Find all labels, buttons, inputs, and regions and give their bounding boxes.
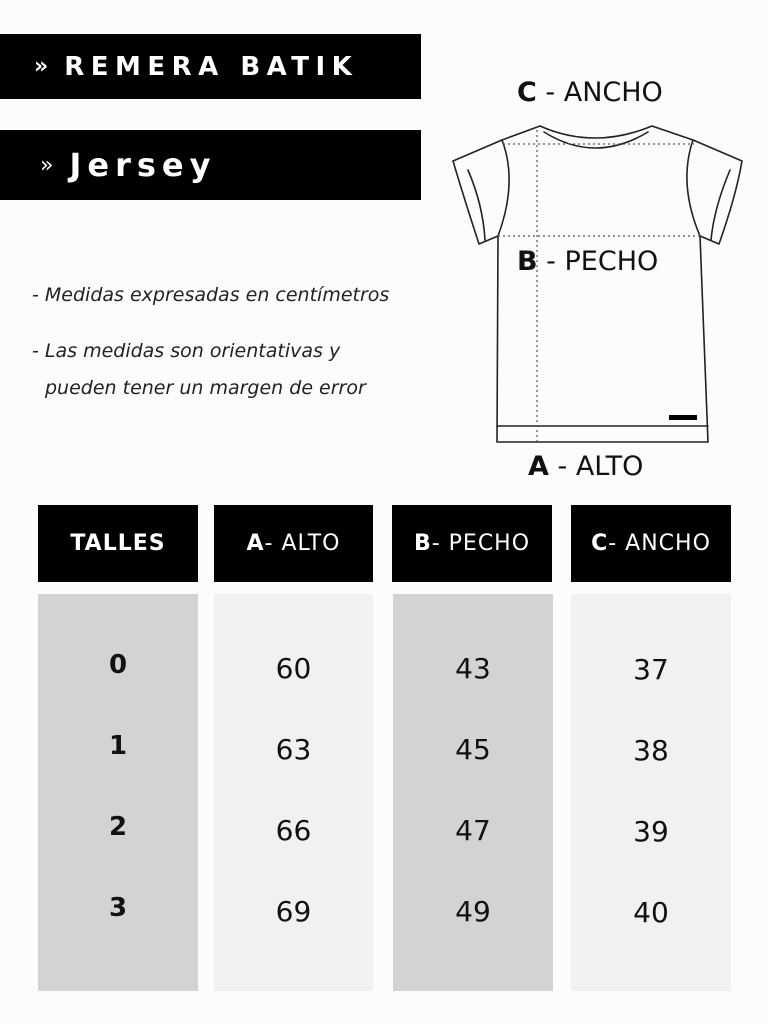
pecho-cell: 47: [455, 814, 491, 847]
header-pecho: B - PECHO: [392, 505, 552, 582]
ancho-cell: 38: [633, 734, 669, 767]
measurement-diagram: [440, 70, 768, 490]
tshirt-outline-icon: [440, 70, 768, 490]
note-margin: pueden tener un margen de error: [45, 377, 366, 399]
alto-cell: 69: [275, 895, 312, 928]
header-alto: A - ALTO: [214, 505, 373, 582]
title-banner: [0, 34, 421, 99]
note-units: - Medidas expresadas en centímetros: [32, 284, 390, 306]
column-talles: [38, 594, 198, 991]
pecho-cell: 49: [455, 895, 491, 928]
pecho-cell: 45: [455, 733, 491, 766]
size-cell: 2: [108, 812, 128, 842]
size-cell: 1: [108, 731, 128, 761]
column-ancho: [571, 594, 731, 991]
ancho-cell: 37: [633, 653, 669, 686]
subtitle-chevron: »: [40, 152, 54, 178]
pecho-cell: 43: [455, 652, 491, 685]
header-ancho: C - ANCHO: [571, 505, 731, 582]
alto-cell: 60: [275, 652, 312, 685]
column-alto: [214, 594, 373, 991]
alto-cell: 63: [275, 733, 312, 766]
fabric-title: Jersey: [69, 146, 217, 184]
note-orientative: - Las medidas son orientativas y: [32, 340, 341, 362]
ancho-cell: 40: [633, 896, 669, 929]
size-cell: 3: [108, 893, 128, 923]
size-cell: 0: [108, 650, 128, 680]
label-c-ancho: C - ANCHO: [517, 77, 663, 108]
ancho-cell: 39: [633, 815, 669, 848]
header-talles: TALLES: [38, 505, 198, 582]
product-title: REMERA BATIK: [64, 51, 359, 82]
column-pecho: [393, 594, 553, 991]
label-b-pecho: B - PECHO: [517, 246, 659, 277]
subtitle-banner: [0, 130, 421, 200]
title-chevron: »: [34, 54, 49, 79]
label-a-alto: A - ALTO: [528, 451, 644, 482]
alto-cell: 66: [275, 814, 312, 847]
